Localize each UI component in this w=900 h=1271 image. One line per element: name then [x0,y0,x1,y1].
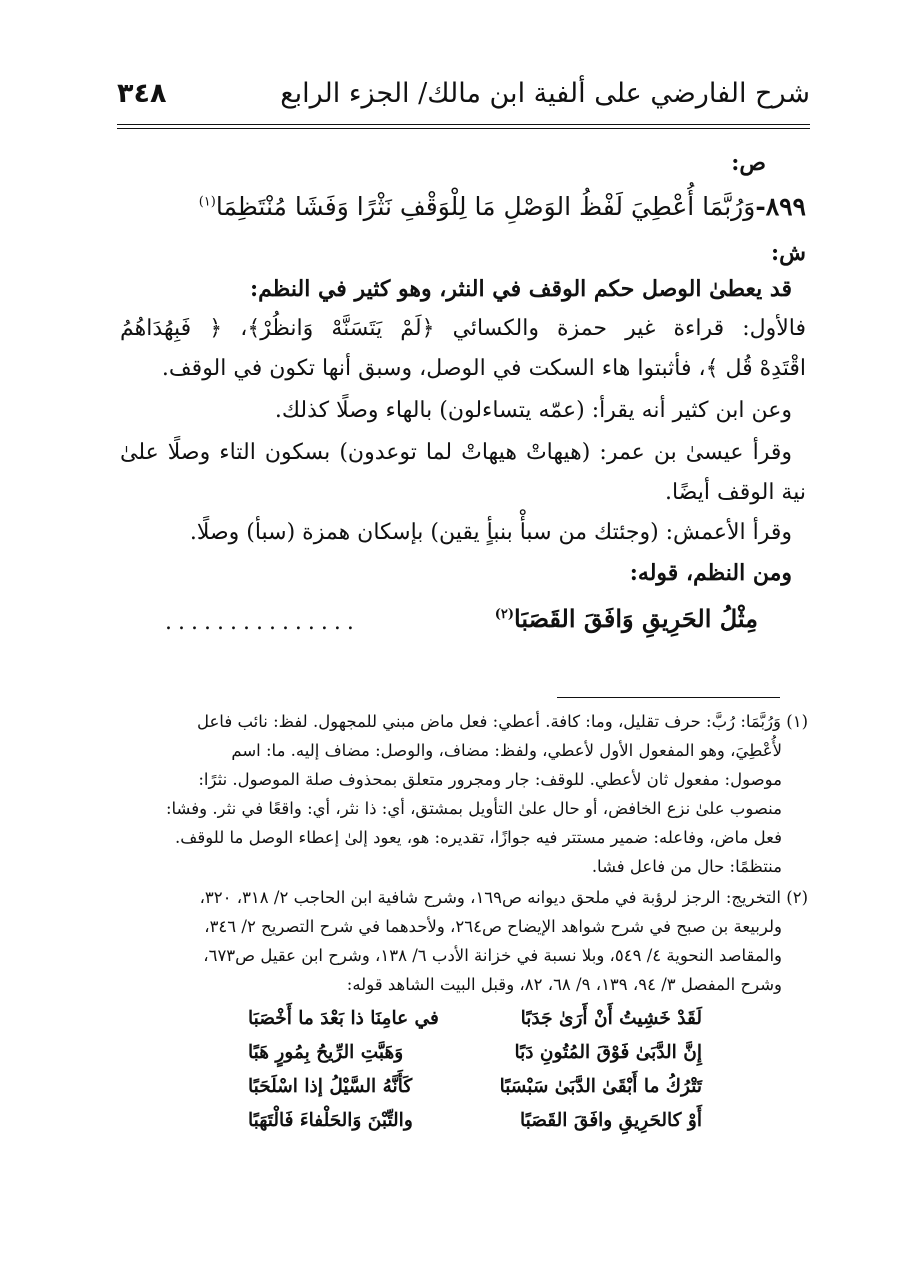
hemistich-line [120,604,806,644]
footnote-1-line-4: منصوب علىٰ نزع الخافض، أو حال علىٰ التأويل بمشتق، أي: ذا نثر، أي: واقعًا في نثر. وفشا: [165,799,782,818]
header-rule [117,124,810,125]
footnote-2-line-2: ولربيعة بن صبح في شرح شواهد الإيضاح ص٢٦٤، ولأحدهما في شرح التصريح ٢/ ٣٤٦، [204,917,782,936]
paragraph-5: ومن النظم، قوله: [629,560,792,586]
footnote-2-line-4: وشرح المفصل ٣/ ٩٤، ١٣٩، ٩/ ٦٨، ٨٢، وقبل البيت الشاهد قوله: [346,975,782,994]
verse-number: ٨٩٩- [755,192,806,221]
verse-text: وَرُبَّمَا أُعْطِيَ لَفْظُ الوَصْلِ مَا لِلْوَقْفِ نَثْرًا وَفَشَا مُنْتَظِمَا [215,192,756,221]
hemistich-text [495,604,758,633]
verse-line [120,192,806,221]
paragraph-2: وعن ابن كثير أنه يقرأ: (عمّه يتساءلون) بالهاء وصلًا كذلك. [274,398,792,423]
page-header [117,78,810,118]
paragraph-4: وقرأ الأعمش: (وجئتك من سبأْ بنبأٍ يقين) بإسكان همزة (سبأ) وصلًا. [189,520,792,545]
footnote-1-line-2: لأُعْطِيَ، وهو المفعول الأول لأعطي، ولفظ: مضاف، والوصل: مضاف إليه. ما: اسم [231,741,782,760]
poem-4-right: أَوْ كالحَرِيقِ وافَقَ القَصَبًا [520,1110,702,1131]
ellipsis-dots: ............... [165,610,360,635]
verse-footnote-ref: (١) [198,194,216,210]
poem-1-right: لَقَدْ خَشِيتُ أَنْ أَرَىٰ جَدَبًا [520,1008,702,1029]
intro-line: قد يعطىٰ الوصل حكم الوقف في النثر، وهو كثير في النظم: [250,276,792,302]
poem-2-left: وَهَبَّتِ الرِّيحُ بِمُورٍ هَبًا [248,1042,404,1063]
header-rule-thin [117,128,810,129]
shin-label: ش: [771,240,806,266]
footnote-1-line-1: (١) وَرُبَّمَا: رُبَّ: حرف تقليل، وما: كافة. أعطي: فعل ماض مبني للمجهول. لفظ: نائب فاعل [196,712,808,731]
poem-4-left: والتِّبْنَ وَالحَلْفاءَ فَالْتَهَبًا [248,1110,413,1131]
hemistich-verse: مِثْلُ الحَرِيقِ وَافَقَ القَصَبَا [514,604,758,633]
hemistich-footnote-ref: (٢) [494,607,515,622]
poem-2-right: إِنَّ الدَّبَىٰ فَوْقَ المُتُونِ دَبًا [514,1042,702,1063]
footnote-2-line-3: والمقاصد النحوية ٤/ ٥٤٩، وبلا نسبة في خزانة الأدب ٦/ ١٣٨، وشرح ابن عقيل ص٦٧٣، [203,946,782,965]
poem-3-left: كَأَنَّهُ السَّيْلُ إذا اسْلَحَبًا [248,1076,413,1097]
paragraph-1-line-1: فالأول: قراءة غير حمزة والكسائي ﴿لَمْ يَتَسَنَّهْ وَانظُرْ﴾، ﴿ فَبِهُدَاهُمُ [120,316,806,341]
footnote-1-line-6: منتظمًا: حال من فاعل فشا. [591,857,782,876]
running-title: شرح الفارضي على ألفية ابن مالك/ الجزء الرابع [280,78,810,109]
footnote-1-line-5: فعل ماض، وفاعله: ضمير مستتر فيه جوازًا، تقديره: هو، يعود إلىٰ إعطاء الوصل ما للوقف. [175,828,782,847]
paragraph-3-line-2: نية الوقف أيضًا. [664,480,806,505]
paragraph-3-line-1: وقرأ عيسىٰ بن عمر: (هيهاتْ هيهاتْ لما توعدون) بسكون التاء وصلًا علىٰ [120,440,792,465]
poem-1-left: في عامِنَا ذا بَعْدَ ما أَخْصَبَا [248,1008,439,1029]
poem-3-right: تَتْرُكُ ما أَبْقَىٰ الدَّبَىٰ سَبْسَبًا [499,1076,702,1097]
sad-label: ص: [731,150,766,176]
footnote-1-line-3: موصول: مفعول ثان لأعطي. للوقف: جار ومجرور متعلق بمحذوف صلة الموصول. نثرًا: [198,770,782,789]
paragraph-1-line-2: اقْتَدِهْ قُل ﴾، فأثبتوا هاء السكت في الوصل، وسبق أنها تكون في الوقف. [161,356,806,381]
footnote-separator [557,697,780,698]
footnote-2-line-1: (٢) التخريج: الرجز لرؤبة في ملحق ديوانه ص١٦٩، وشرح شافية ابن الحاجب ٢/ ٣١٨، ٣٢٠، [199,888,808,907]
page-number: ٣٤٨ [117,78,167,109]
